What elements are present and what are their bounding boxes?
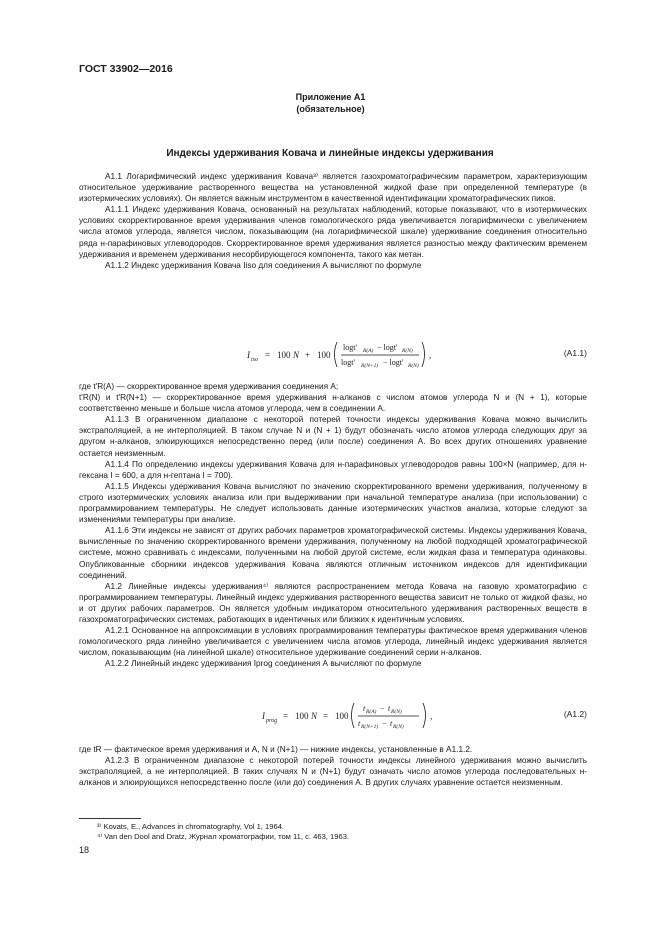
svg-text:− logt': − logt' (383, 358, 404, 367)
equation-a1-2-graphic (79, 697, 587, 733)
paragraph-a1-2: А1.2 Линейные индексы удерживания⁴⁾ являются распространением метода Ковача на газовую хроматографию с программированием температуры. Линейный индекс удерживания растворенного вещества зависит не только от жидкой фазы, но и от других рабочих параметров. Он является удобным индикатором относительного удерживания растворенных веществ в газохроматографических системах, работающих в идентичных или близких к идентичным условиях. (79, 581, 587, 624)
svg-text:R(N): R(N) (393, 724, 404, 730)
where-clause-2: где tR — фактическое время удерживания и А, N и (N+1) — нижние индексы, установленные в А1.1.2. (79, 745, 473, 754)
text-block-3 (79, 744, 587, 788)
svg-text:R(N): R(N) (408, 363, 419, 369)
svg-text:+: + (305, 350, 311, 360)
equation-a1-1 (79, 336, 587, 372)
svg-text:− logt': − logt' (377, 343, 398, 352)
page-number: 18 (79, 845, 90, 855)
paragraph-a1-2-2: А1.2.2 Линейный индекс удерживания Iprog соединения А вычисляют по формуле (105, 659, 422, 669)
svg-text:=: = (265, 350, 271, 360)
svg-text:=: = (283, 711, 289, 721)
svg-text:100: 100 (335, 711, 349, 721)
svg-text:−: − (380, 704, 385, 713)
svg-text:R(A): R(A) (366, 709, 377, 715)
annex-title: Приложение А1 (295, 92, 366, 102)
svg-text:I: I (262, 711, 265, 721)
svg-text:100: 100 (277, 350, 291, 360)
footnote-4: ⁴⁾ Van den Dool and Dratz, Журнал хроматографии, том 11, с. 463, 1963. (97, 832, 350, 841)
svg-text:N: N (293, 350, 300, 360)
svg-text:logt': logt' (341, 358, 355, 367)
svg-text:prog: prog (266, 718, 278, 724)
paragraph-a1-2-1: А1.2.1 Основанное на аппроксимации в условиях программирования температуры фактическое время удерживания членов гомологического ряда линейно увеличивается с увеличением числа атомов углерода, линейный индекс удерживания является числом, показывающим (на линейной шкале) относительное удерживание соединений серии н-алканов. (79, 626, 587, 658)
equation-a1-1-number: (А1.1) (563, 348, 587, 358)
paragraph-a1-1: А1.1 Логарифмический индекс удерживания Ковача³⁾ является газохроматографическим параметром, характеризующим относительное удерживание растворенного вещества на установленной жидкой фазе при определенной температуре (в изотермических условиях). Он является важным инструментом в качественной идентификации хроматографических пиков. (79, 172, 587, 204)
equation-a1-1-graphic (79, 336, 587, 372)
standard-header: ГОСТ 33902—2016 (79, 63, 173, 75)
svg-text:100: 100 (295, 711, 309, 721)
svg-text:,: , (430, 711, 433, 721)
paragraph-a1-1-6: А1.1.6 Эти индексы не зависят от других рабочих параметров хроматографической системы. Индексы удерживания Ковача, вычисленные по значению скорректированного времени удерживания, полученному на любой подходящей хроматографической системе, можно сравнивать с индексами, полученными на любой другой системе, если жидкая фаза и температура одинаковы. Опубликованные сборники индексов удерживания Ковача являются отличным источником индексов для идентификации соединений. (79, 526, 587, 580)
svg-text:t: t (390, 719, 393, 728)
svg-text:N: N (311, 711, 318, 721)
svg-text:R(N): R(N) (391, 709, 402, 715)
svg-text:t: t (363, 704, 366, 713)
svg-text:R(N): R(N) (402, 348, 413, 354)
paragraph-a1-1-3: А1.1.3 В ограниченном диапазоне с некоторой потерей точности индексы удерживания Ковача можно вычислить экстраполяцией, а не интерполяцией. В таком случае N и (N + 1) будут обозначать число атомов углерода следующих друг за другом н-алканов, элюирующихся непосредственно перед (или после) соединения А. Во всех других отношениях уравнение остается неизменным. (79, 415, 587, 458)
svg-text:=: = (323, 711, 329, 721)
svg-text:I: I (247, 350, 250, 360)
svg-text:t: t (388, 704, 391, 713)
text-block-1 (79, 171, 587, 271)
svg-text:100: 100 (317, 350, 331, 360)
where-clause-1a: где t'R(A) — скорректированное время удерживания соединения А; (79, 382, 339, 391)
svg-text:R(N+1): R(N+1) (361, 363, 379, 369)
footnote-divider (79, 818, 141, 819)
svg-text:t: t (358, 719, 361, 728)
annex-status: (обязательное) (296, 104, 365, 114)
section-title: Индексы удерживания Ковача и линейные индексы удерживания (166, 148, 494, 159)
svg-text:,: , (429, 350, 432, 360)
paragraph-a1-1-5: А1.1.5 Индексы удерживания Ковача вычисляют по значению скорректированного времени удерживания, полученному в строго изотермических условиях анализа или при выдерживании при начальной температуре анализа (при использовании) с программированием температуры. Не следует использовать данные изотермических участков анализа, которые следуют за изменениями температуры при анализе. (79, 481, 587, 525)
paragraph-a1-1-4: А1.1.4 По определению индексы удерживания Ковача для н-парафиновых углеводородов равны 100×N (например, для н-гексана I = 600, а для н-гептана I = 700). (79, 459, 587, 480)
equation-a1-2-number: (А1.2) (563, 709, 587, 719)
where-clause-1b: t'R(N) и t'R(N+1) — скорректированное время удерживания н-алканов с числом атомов углерода N и (N + 1), которые соответственно меньше и больше числа атомов углерода, чем в соединении А. (79, 393, 587, 414)
svg-text:R(A): R(A) (363, 348, 374, 354)
svg-text:−: − (382, 719, 387, 728)
paragraph-a1-1-2: А1.1.2 Индекс удерживания Ковача Iiso для соединения А вычисляют по формуле (105, 260, 422, 270)
text-block-2 (79, 381, 587, 669)
equation-a1-2 (79, 697, 587, 733)
svg-text:R(N+1): R(N+1) (361, 724, 379, 730)
footnote-3: ³⁾ Kovats, E., Advances in chromatography, Vol 1, 1964. (97, 822, 285, 831)
paragraph-a1-1-1: А1.1.1 Индекс удерживания Ковача, основанный на результатах наблюдений, которые показывают, что в изотермических условиях скорректированное время удерживания членов гомологического ряда увеличивается логарифмически с увеличением числа атомов углерода, является числом, показывающим (на логарифмической шкале) удерживание соединения относительно ряда н-парафиновых углеводородов. Скорректированное время удерживания является разностью между фактическим временем удерживания и временем удерживания несорбирующегося компонента, такого как метан. (79, 205, 587, 259)
svg-text:logt': logt' (343, 343, 357, 352)
paragraph-a1-2-3: А1.2.3 В ограниченном диапазоне с некоторой потерей точности индексы линейного удерживания можно вычислить экстраполяцией, а не интерполяцией. В таких случаях N и (N+1) будут означать число атомов углерода последовательных н-алканов и элюирующихся непосредственно после (или до) соединения А. В других случаях уравнение остается неизменным. (79, 756, 587, 788)
svg-text:iso: iso (251, 357, 259, 363)
